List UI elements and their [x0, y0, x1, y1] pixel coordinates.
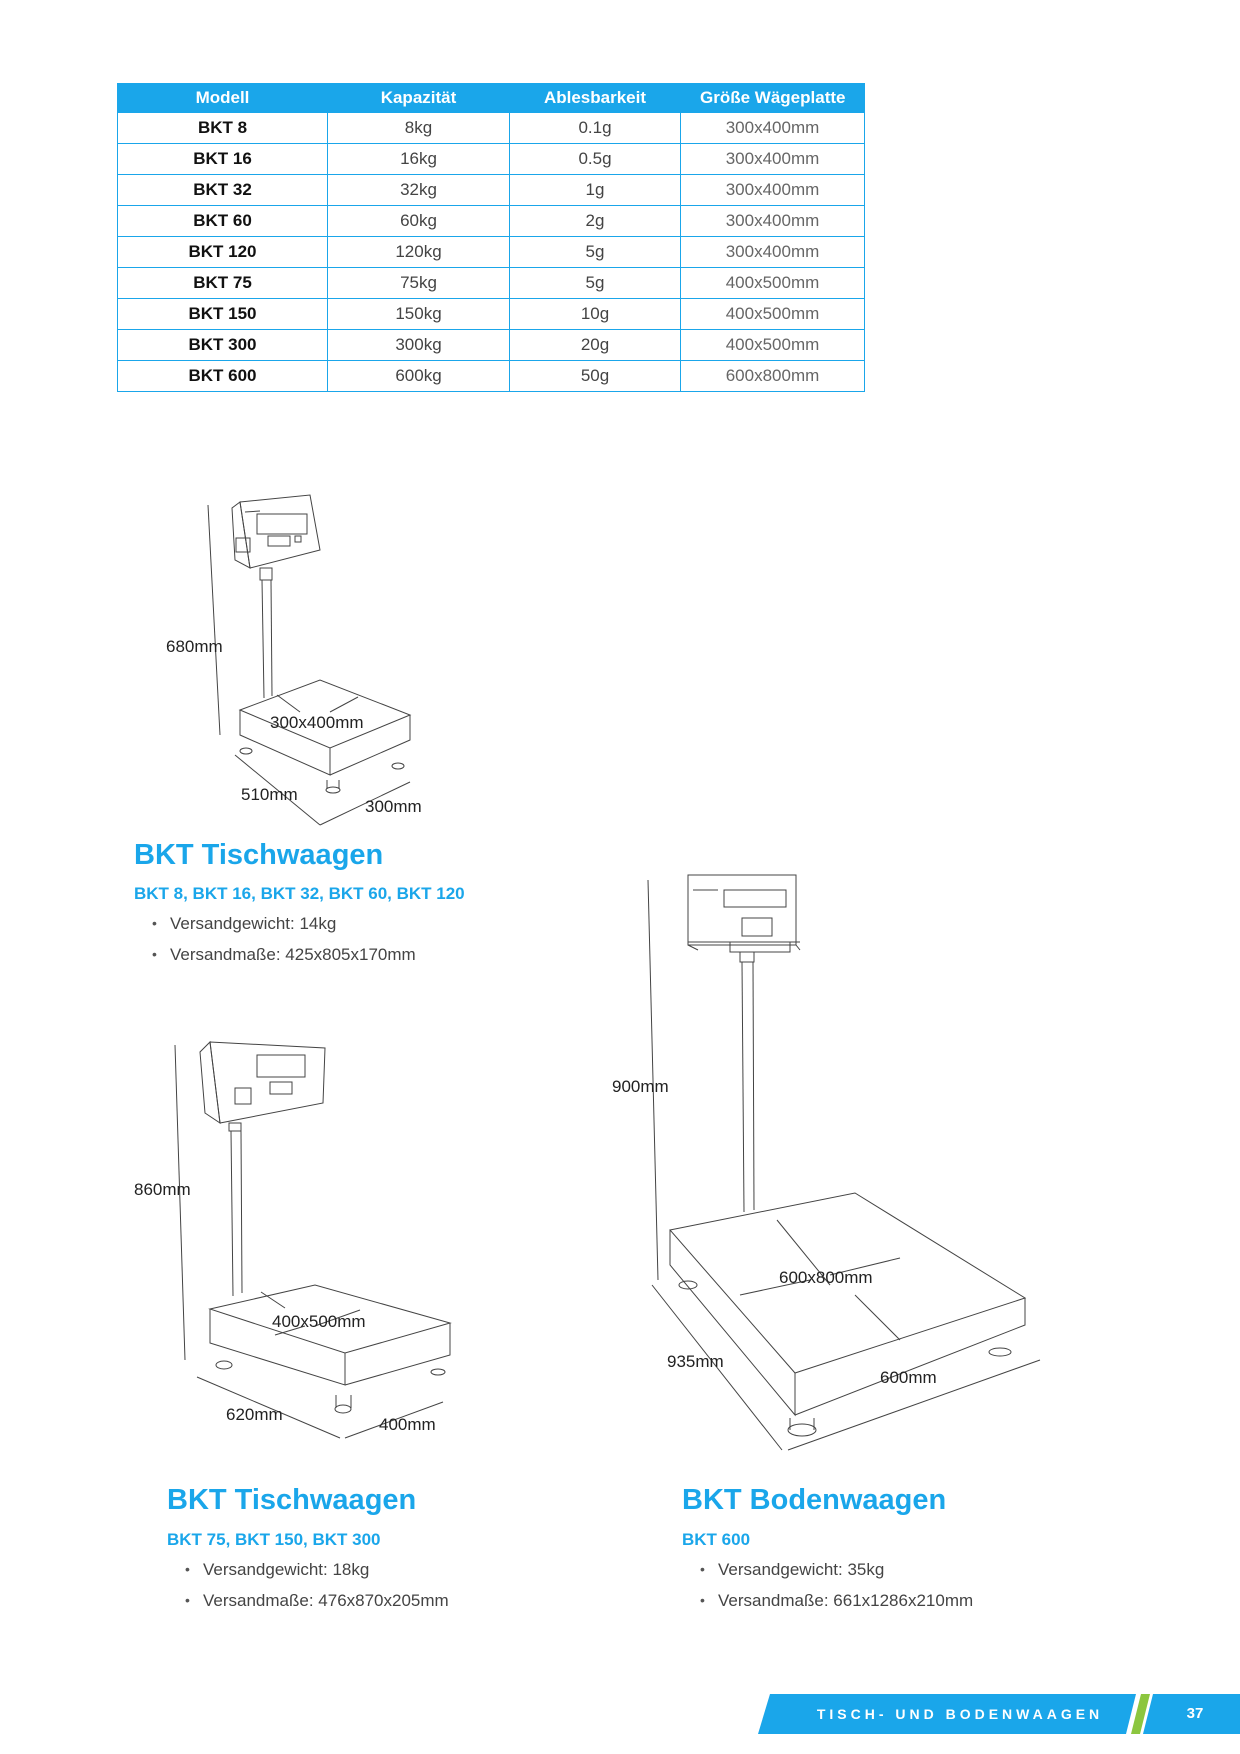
dim-plate-medium: 400x500mm — [272, 1312, 366, 1331]
scale-drawing-medium — [165, 1030, 465, 1450]
cell-model: BKT 16 — [118, 144, 328, 175]
cell-plate-size: 300x400mm — [681, 113, 865, 144]
cell-readability: 1g — [510, 175, 681, 206]
cell-capacity: 300kg — [328, 330, 510, 361]
product3-spec-list — [698, 1554, 973, 1616]
product1-spec-weight: • Versandgewicht: 14kg — [150, 908, 416, 939]
cell-plate-size: 400x500mm — [681, 330, 865, 361]
cell-plate-size: 400x500mm — [681, 299, 865, 330]
product2-spec-list — [183, 1554, 449, 1616]
table-row — [118, 237, 865, 268]
specification-table — [117, 83, 865, 392]
header-readability: Ablesbarkeit — [510, 83, 681, 113]
scale-drawing-floor — [640, 870, 1060, 1470]
header-capacity: Kapazität — [328, 83, 510, 113]
dim-plate-floor: 600x800mm — [779, 1268, 873, 1287]
table-body — [118, 113, 865, 392]
header-plate-size: Größe Wägeplatte — [681, 83, 865, 113]
dim-height-small: 680mm — [166, 637, 223, 656]
product3-spec-weight: • Versandgewicht: 35kg — [698, 1554, 973, 1585]
cell-plate-size: 300x400mm — [681, 206, 865, 237]
cell-model: BKT 75 — [118, 268, 328, 299]
table-row — [118, 144, 865, 175]
product1-spec-dimensions: • Versandmaße: 425x805x170mm — [150, 939, 416, 970]
cell-model: BKT 150 — [118, 299, 328, 330]
cell-model: BKT 300 — [118, 330, 328, 361]
table-row — [118, 330, 865, 361]
cell-readability: 0.1g — [510, 113, 681, 144]
table-header-row — [118, 83, 865, 113]
cell-capacity: 8kg — [328, 113, 510, 144]
dim-width-medium: 400mm — [379, 1415, 436, 1434]
product3-spec-dimensions: • Versandmaße: 661x1286x210mm — [698, 1585, 973, 1616]
cell-capacity: 60kg — [328, 206, 510, 237]
cell-plate-size: 300x400mm — [681, 237, 865, 268]
cell-capacity: 32kg — [328, 175, 510, 206]
table-row — [118, 206, 865, 237]
footer-section-title: TISCH- UND BODENWAAGEN — [816, 1706, 1104, 1722]
cell-plate-size: 600x800mm — [681, 361, 865, 392]
cell-model: BKT 120 — [118, 237, 328, 268]
cell-plate-size: 300x400mm — [681, 175, 865, 206]
cell-capacity: 150kg — [328, 299, 510, 330]
cell-plate-size: 400x500mm — [681, 268, 865, 299]
table-row — [118, 361, 865, 392]
table-row — [118, 299, 865, 330]
cell-model: BKT 600 — [118, 361, 328, 392]
product1-models: BKT 8, BKT 16, BKT 32, BKT 60, BKT 120 — [134, 884, 465, 903]
product2-spec-weight: • Versandgewicht: 18kg — [183, 1554, 449, 1585]
table-row — [118, 113, 865, 144]
cell-capacity: 16kg — [328, 144, 510, 175]
cell-readability: 5g — [510, 237, 681, 268]
cell-plate-size: 300x400mm — [681, 144, 865, 175]
product2-models: BKT 75, BKT 150, BKT 300 — [167, 1530, 381, 1549]
dim-width-small: 300mm — [365, 797, 422, 816]
product1-title: BKT Tischwaagen — [134, 839, 384, 871]
dim-width-floor: 600mm — [880, 1368, 937, 1387]
cell-readability: 2g — [510, 206, 681, 237]
cell-readability: 20g — [510, 330, 681, 361]
cell-model: BKT 8 — [118, 113, 328, 144]
cell-readability: 10g — [510, 299, 681, 330]
dim-plate-small: 300x400mm — [270, 713, 364, 732]
cell-capacity: 600kg — [328, 361, 510, 392]
page-number: 37 — [1186, 1705, 1204, 1722]
dim-height-medium: 860mm — [134, 1180, 191, 1199]
header-model: Modell — [118, 83, 328, 113]
dim-height-floor: 900mm — [612, 1077, 669, 1096]
product1-spec-list — [150, 908, 416, 970]
cell-readability: 50g — [510, 361, 681, 392]
product3-title: BKT Bodenwaagen — [682, 1484, 947, 1516]
dim-depth-small: 510mm — [241, 785, 298, 804]
table-row — [118, 175, 865, 206]
table-row — [118, 268, 865, 299]
cell-capacity: 75kg — [328, 268, 510, 299]
product2-title: BKT Tischwaagen — [167, 1484, 417, 1516]
dim-depth-medium: 620mm — [226, 1405, 283, 1424]
scale-drawing-small — [140, 490, 440, 830]
product2-spec-dimensions: • Versandmaße: 476x870x205mm — [183, 1585, 449, 1616]
dim-depth-floor: 935mm — [667, 1352, 724, 1371]
cell-model: BKT 32 — [118, 175, 328, 206]
product3-models: BKT 600 — [682, 1530, 751, 1549]
cell-model: BKT 60 — [118, 206, 328, 237]
cell-readability: 0.5g — [510, 144, 681, 175]
cell-readability: 5g — [510, 268, 681, 299]
cell-capacity: 120kg — [328, 237, 510, 268]
